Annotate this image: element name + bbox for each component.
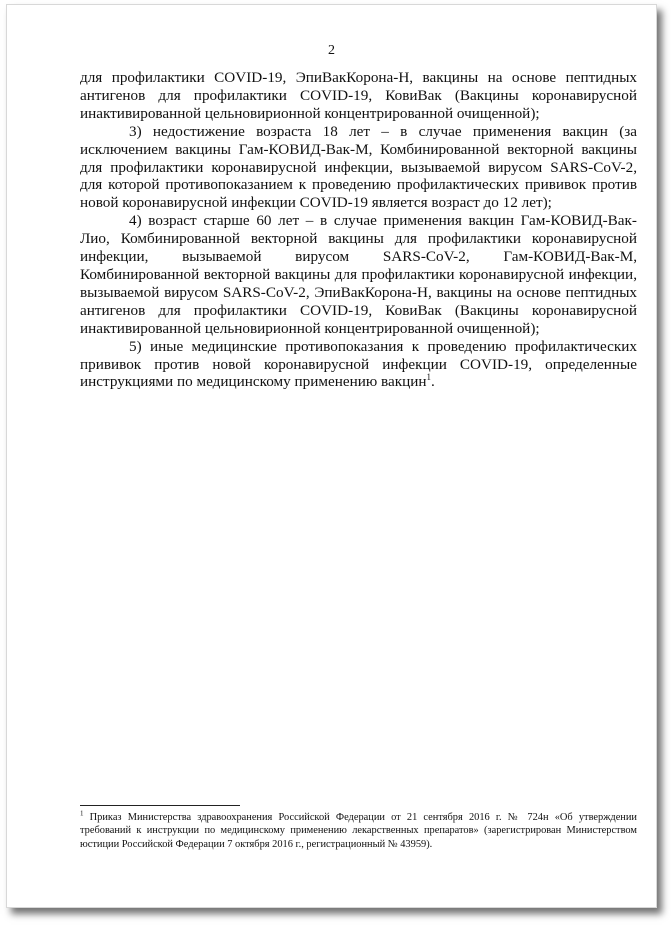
paragraph-item-5: 5) иные медицинские противопоказания к проведению профилактических прививок против новой коронавирусной инфекции COVID-19, определенные инструкциями по медицинскому применению вакцин$^1$. <box>80 337 637 391</box>
document-body <box>80 69 637 391</box>
document-page <box>6 4 657 908</box>
page-number: 2 <box>328 43 335 58</box>
paragraph-item-4: 4) возраст старше 60 лет – в случае применения вакцин Гам-КОВИД-Вак-Лио, Комбинированной векторной вакцины для профилактики коронавирусной инфекции, вызываемой вирусом SARS-CoV-2, Гам-КОВИД-Вак-М, Комбинированной векторной вакцины для профилактики коронавирусной инфекции, вызываемой вирусом SARS-CoV-2, ЭпиВакКорона-Н, вакцины на основе пептидных антигенов для профилактики COVID-19, КовиВак (Вакцины коронавирусной инактивированной цельновирионной концентрированной очищенной); <box>80 212 637 337</box>
paragraph-continuation: для профилактики COVID-19, ЭпиВакКорона-Н, вакцины на основе пептидных антигенов для профилактики COVID-19, КовиВак (Вакцины коронавирусной инактивированной цельновирионной концентрированной очищенной); <box>80 69 637 122</box>
paragraph-item-5-text: 5) иные медицинские противопоказания к проведению профилактических прививок против новой коронавирусной инфекции COVID-19, определенные инструкциями по медицинскому применению вакцин <box>80 337 637 391</box>
paragraph-item-3: 3) недостижение возраста 18 лет – в случае применения вакцин (за исключением вакцины Гам-КОВИД-Вак-М, Комбинированной векторной вакцины для профилактики коронавирусной инфекции, вызываемой вирусом SARS-CoV-2, для которой противопоказанием к проведению профилактических прививок против новой коронавирусной инфекции COVID-19 является возраст до 12 лет); <box>80 122 637 212</box>
footnote <box>80 811 637 851</box>
footnote-text: Приказ Министерства здравоохранения Российской Федерации от 21 сентября 2016 г. № 724н «Об утверждении требований к инструкции по медицинскому применению лекарственных препаратов» (зарегистрирован Министерством юстиции Российской Федерации 7 октября 2016 г., регистрационный № 43959). <box>80 812 637 850</box>
footnote-separator <box>80 805 240 806</box>
footnote-marker: 1 <box>80 809 84 818</box>
footnote-reference[interactable]: 1 <box>426 372 431 383</box>
